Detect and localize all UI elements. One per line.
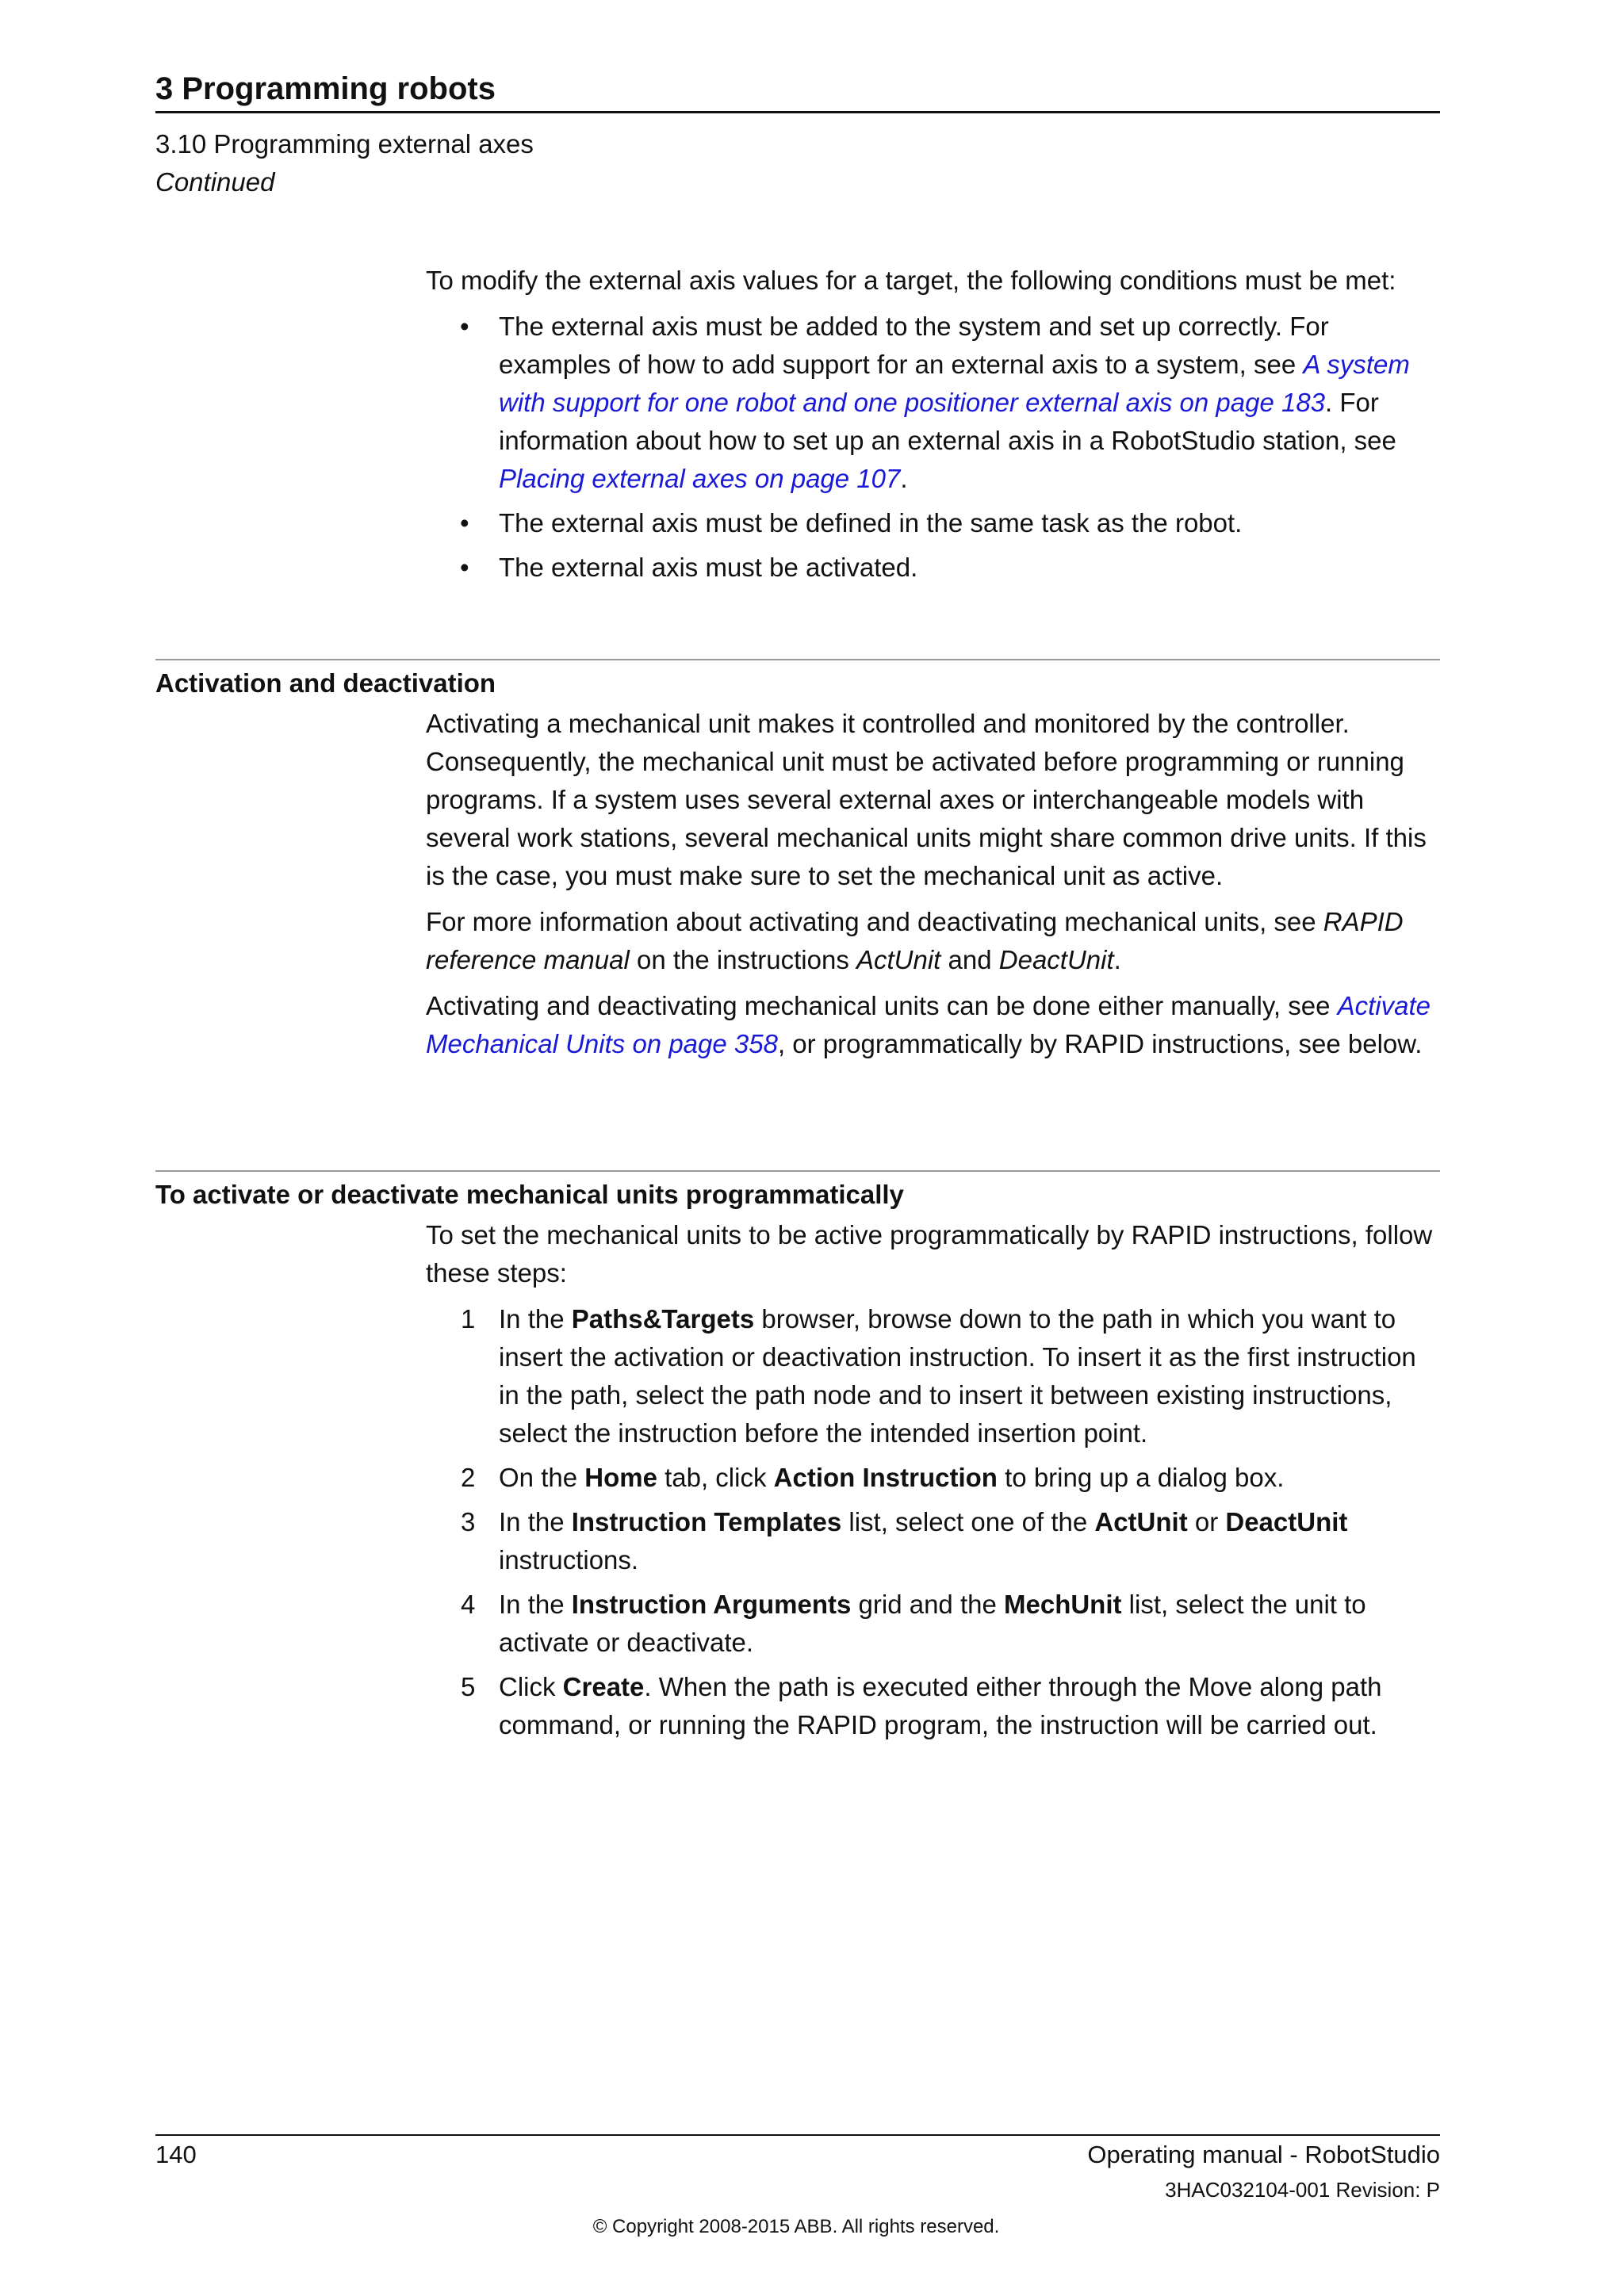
list-item xyxy=(426,549,1440,587)
text-run: on the instructions xyxy=(629,945,856,974)
text-run: , or programmatically by RAPID instructions, see below. xyxy=(777,1029,1423,1058)
programmatic-block xyxy=(426,1216,1440,1751)
list-item xyxy=(426,1586,1440,1662)
text-run: In the xyxy=(499,1507,572,1536)
ui-term: ActUnit xyxy=(1094,1507,1188,1536)
activation-paragraph: Activating a mechanical unit makes it controlled and monitored by the controller. Consequently, the mechanical unit must be activated before programming or running programs. If a system uses several external axes or interchangeable models with several work stations, several mechanical units might share common drive units. If this is the case, you must make sure to set the mechanical unit as active. xyxy=(426,709,1427,890)
text-run: In the xyxy=(499,1590,572,1619)
ui-term: Instruction Arguments xyxy=(571,1590,852,1619)
bullet-text: The external axis must be added to the system and set up correctly. For examples of how to add support for an external axis to a system, see xyxy=(499,312,1329,379)
deactunit-ref: DeactUnit xyxy=(998,945,1114,974)
chapter-title: 3 Programming robots xyxy=(155,71,496,106)
text-run: or xyxy=(1187,1507,1226,1536)
actunit-ref: ActUnit xyxy=(856,945,941,974)
text-run: . When the path is executed either through the Move along path command, or running the RAPID program, the instruction will be carried out. xyxy=(499,1672,1382,1739)
copyright-notice: © Copyright 2008-2015 ABB. All rights reserved. xyxy=(592,2216,1000,2237)
page-number: 140 xyxy=(155,2141,197,2168)
continued-label: Continued xyxy=(155,167,275,197)
text-run: . xyxy=(1113,945,1121,974)
activation-heading: Activation and deactivation xyxy=(155,668,496,698)
bullet-text: . xyxy=(900,464,908,493)
list-item xyxy=(426,1668,1440,1744)
manual-activation-paragraph xyxy=(426,987,1440,1063)
list-item xyxy=(426,504,1440,542)
text-run: instructions. xyxy=(499,1545,639,1575)
list-item xyxy=(426,1300,1440,1452)
bullet-marker: • xyxy=(460,553,469,582)
text-run: Click xyxy=(499,1672,563,1701)
text-run: list, select the unit to activate or deactivate. xyxy=(499,1590,1366,1657)
text-run: grid and the xyxy=(851,1590,1004,1619)
intro-paragraph: To modify the external axis values for a target, the following conditions must be met: xyxy=(426,266,1396,295)
chapter-rule xyxy=(155,111,1440,113)
bullet-marker: • xyxy=(460,312,469,341)
ui-term: Instruction Templates xyxy=(571,1507,842,1536)
list-item xyxy=(426,308,1440,498)
ui-term: Action Instruction xyxy=(773,1463,998,1492)
intro-block xyxy=(426,262,1440,593)
manual-title-ref: RAPID reference manual xyxy=(426,907,1404,974)
text-run: On the xyxy=(499,1463,585,1492)
text-run: browser, browse down to the path in which you want to insert the activation or deactivation instruction. To insert it as the first instruction in the path, select the path node and to insert it between existing instructions, select the instruction before the intended insertion point. xyxy=(499,1304,1416,1448)
section-divider xyxy=(155,659,1440,660)
bullet-text: . For information about how to set up an external axis in a RobotStudio station, see xyxy=(499,388,1396,455)
text-run: In the xyxy=(499,1304,572,1334)
text-run: and xyxy=(940,945,999,974)
reference-paragraph xyxy=(426,903,1440,979)
text-run: Activating and deactivating mechanical units can be done either manually, see xyxy=(426,991,1338,1020)
section-divider xyxy=(155,1170,1440,1172)
section-title: 3.10 Programming external axes xyxy=(155,129,534,159)
manual-title: Operating manual - RobotStudio xyxy=(1087,2141,1440,2168)
positioner-system-link[interactable]: A system with support for one robot and one positioner external axis on page 183 xyxy=(499,350,1410,417)
text-run: tab, click xyxy=(657,1463,774,1492)
ui-term: MechUnit xyxy=(1004,1590,1122,1619)
bullet-text: The external axis must be activated. xyxy=(499,553,918,582)
list-item xyxy=(426,1503,1440,1579)
ui-term: Create xyxy=(562,1672,645,1701)
programmatic-heading: To activate or deactivate mechanical units programmatically xyxy=(155,1180,904,1209)
list-item xyxy=(426,1459,1440,1497)
placing-external-axes-link[interactable]: Placing external axes on page 107 xyxy=(499,464,901,493)
steps-list xyxy=(426,1300,1440,1744)
ui-term: Home xyxy=(584,1463,657,1492)
steps-intro: To set the mechanical units to be active programmatically by RAPID instructions, follow these steps: xyxy=(426,1220,1433,1288)
conditions-list xyxy=(426,308,1440,587)
step-number: 5 xyxy=(461,1672,476,1701)
text-run: For more information about activating and deactivating mechanical units, see xyxy=(426,907,1323,936)
text-run: to bring up a dialog box. xyxy=(997,1463,1285,1492)
ui-term: DeactUnit xyxy=(1225,1507,1348,1536)
bullet-text: The external axis must be defined in the same task as the robot. xyxy=(499,508,1243,538)
step-number: 4 xyxy=(461,1590,476,1619)
text-run: list, select one of the xyxy=(841,1507,1095,1536)
activation-block xyxy=(426,705,1440,1071)
footer-rule xyxy=(155,2134,1440,2136)
step-number: 1 xyxy=(461,1304,476,1334)
activate-mechanical-units-link[interactable]: Activate Mechanical Units on page 358 xyxy=(426,991,1431,1058)
ui-term: Paths&Targets xyxy=(571,1304,755,1334)
step-number: 2 xyxy=(461,1463,476,1492)
document-id: 3HAC032104-001 Revision: P xyxy=(1165,2178,1440,2202)
step-number: 3 xyxy=(461,1507,476,1536)
bullet-marker: • xyxy=(460,508,469,538)
